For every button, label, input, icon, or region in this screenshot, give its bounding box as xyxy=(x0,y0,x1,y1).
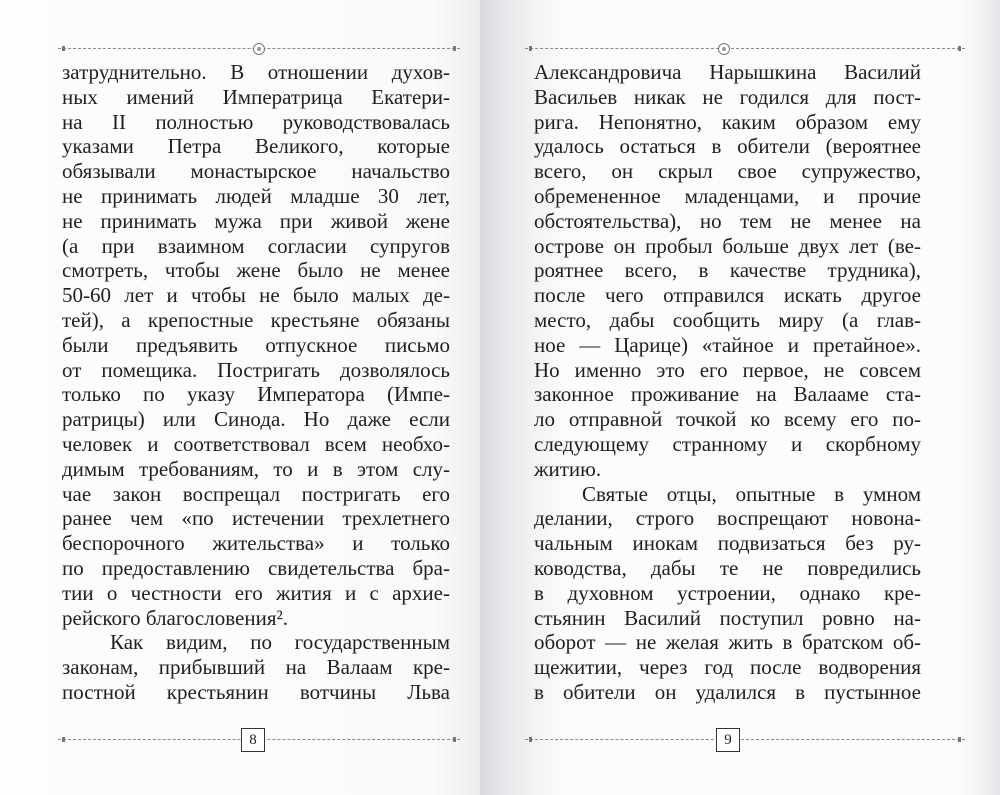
text-line: димым требованиям, то и в этом слу- xyxy=(62,456,450,481)
text-line: затруднительно. В отношении духов- xyxy=(62,60,450,84)
text-line: чальным инокам подвизаться без ру- xyxy=(534,531,921,556)
page-text xyxy=(62,60,450,705)
text-line: ководства, дабы те не повредились xyxy=(534,555,921,580)
header-rule xyxy=(525,48,965,50)
text-line: чае закон воспрещал постригать его xyxy=(62,481,450,506)
text-line: делании, строго воспрещают новона- xyxy=(534,506,921,531)
text-line: ратрицы) или Синода. Но даже если xyxy=(62,407,450,432)
text-line: острове он пробыл больше двух лет (ве- xyxy=(534,233,921,258)
text-line: не принимать людей младше 30 лет, xyxy=(62,183,450,208)
text-line: по предоставлению свидетельства бра- xyxy=(62,555,450,580)
text-line: Александровича Нарышкина Василий xyxy=(534,60,921,84)
header-rule xyxy=(58,48,460,50)
text-line: житию. xyxy=(534,456,602,481)
text-line: щежитии, через год после водворения xyxy=(534,655,921,680)
text-line: всего, он скрыл свое супружество, xyxy=(534,159,921,184)
text-line: в духовном устроении, однако кре- xyxy=(534,580,921,605)
text-line: место, дабы сообщить миру (а глав- xyxy=(534,307,921,332)
text-line: рига. Непонятно, каким образом ему xyxy=(534,109,921,134)
left-page xyxy=(0,0,480,795)
text-line: следующему странному и скорбному xyxy=(534,431,921,456)
text-line: Но именно это его первое, не совсем xyxy=(534,357,921,382)
text-line: были предъявить отпускное письмо xyxy=(62,332,450,357)
ornament-icon xyxy=(253,43,265,55)
text-line: удалось остаться в обители (вероятнее xyxy=(534,134,921,159)
text-line: ное — Царице) «тайное и претайное». xyxy=(534,332,921,357)
text-line: смотреть, чтобы жене было не менее xyxy=(62,258,450,283)
text-line: Васильев никак не годился для пост- xyxy=(534,84,921,109)
text-line: рейского благословения². xyxy=(62,605,289,630)
text-line: после чего отправился искать другое xyxy=(534,283,921,308)
ornament-icon xyxy=(718,43,730,55)
text-line: тей), а крепостные крестьяне обязаны xyxy=(62,307,450,332)
text-line: на II полностью руководствовалась xyxy=(62,109,450,134)
text-line: ло отправной точкой ко всему его по- xyxy=(534,407,921,432)
text-line: обязывали монастырское начальство xyxy=(62,159,450,184)
text-line: обремененное младенцами, и прочие xyxy=(534,183,921,208)
text-line: обстоятельства), но тем не менее на xyxy=(534,208,921,233)
text-line: не принимать мужа при живой жене xyxy=(62,208,450,233)
text-line: только по указу Императора (Импе- xyxy=(62,382,450,407)
text-line: законное проживание на Валааме ста- xyxy=(534,382,921,407)
right-page xyxy=(480,0,1000,795)
text-line: ранее чем «по истечении трехлетнего xyxy=(62,506,450,531)
text-line: в обители он удалился в пустынное xyxy=(534,679,921,704)
text-line: законам, прибывший на Валаам кре- xyxy=(62,655,450,680)
page-number: 9 xyxy=(716,728,740,752)
text-line: роятнее всего, в качестве трудника), xyxy=(534,258,921,283)
text-line: стьянин Василий поступил ровно на- xyxy=(534,605,921,630)
text-line: беспорочного жительства» и только xyxy=(62,531,450,556)
text-line: ных имений Императрица Екатери- xyxy=(62,84,450,109)
text-line: Святые отцы, опытные в умном xyxy=(582,481,921,506)
text-line: 50-60 лет и чтобы не было малых де- xyxy=(62,283,450,308)
text-line: постной крестьянин вотчины Льва xyxy=(62,679,450,704)
footer-rule xyxy=(525,739,965,741)
text-line: Как видим, по государственным xyxy=(110,630,450,655)
page-text xyxy=(534,60,921,705)
text-line: тии о честности его жития и с архие- xyxy=(62,580,450,605)
text-line: указами Петра Великого, которые xyxy=(62,134,450,159)
text-line: оборот — не желая жить в братском об- xyxy=(534,630,921,655)
text-line: человек и соответствовал всем необхо- xyxy=(62,431,450,456)
text-line: от помещика. Постригать дозволялось xyxy=(62,357,450,382)
text-line: (а при взаимном согласии супругов xyxy=(62,233,450,258)
page-number: 8 xyxy=(241,728,265,752)
